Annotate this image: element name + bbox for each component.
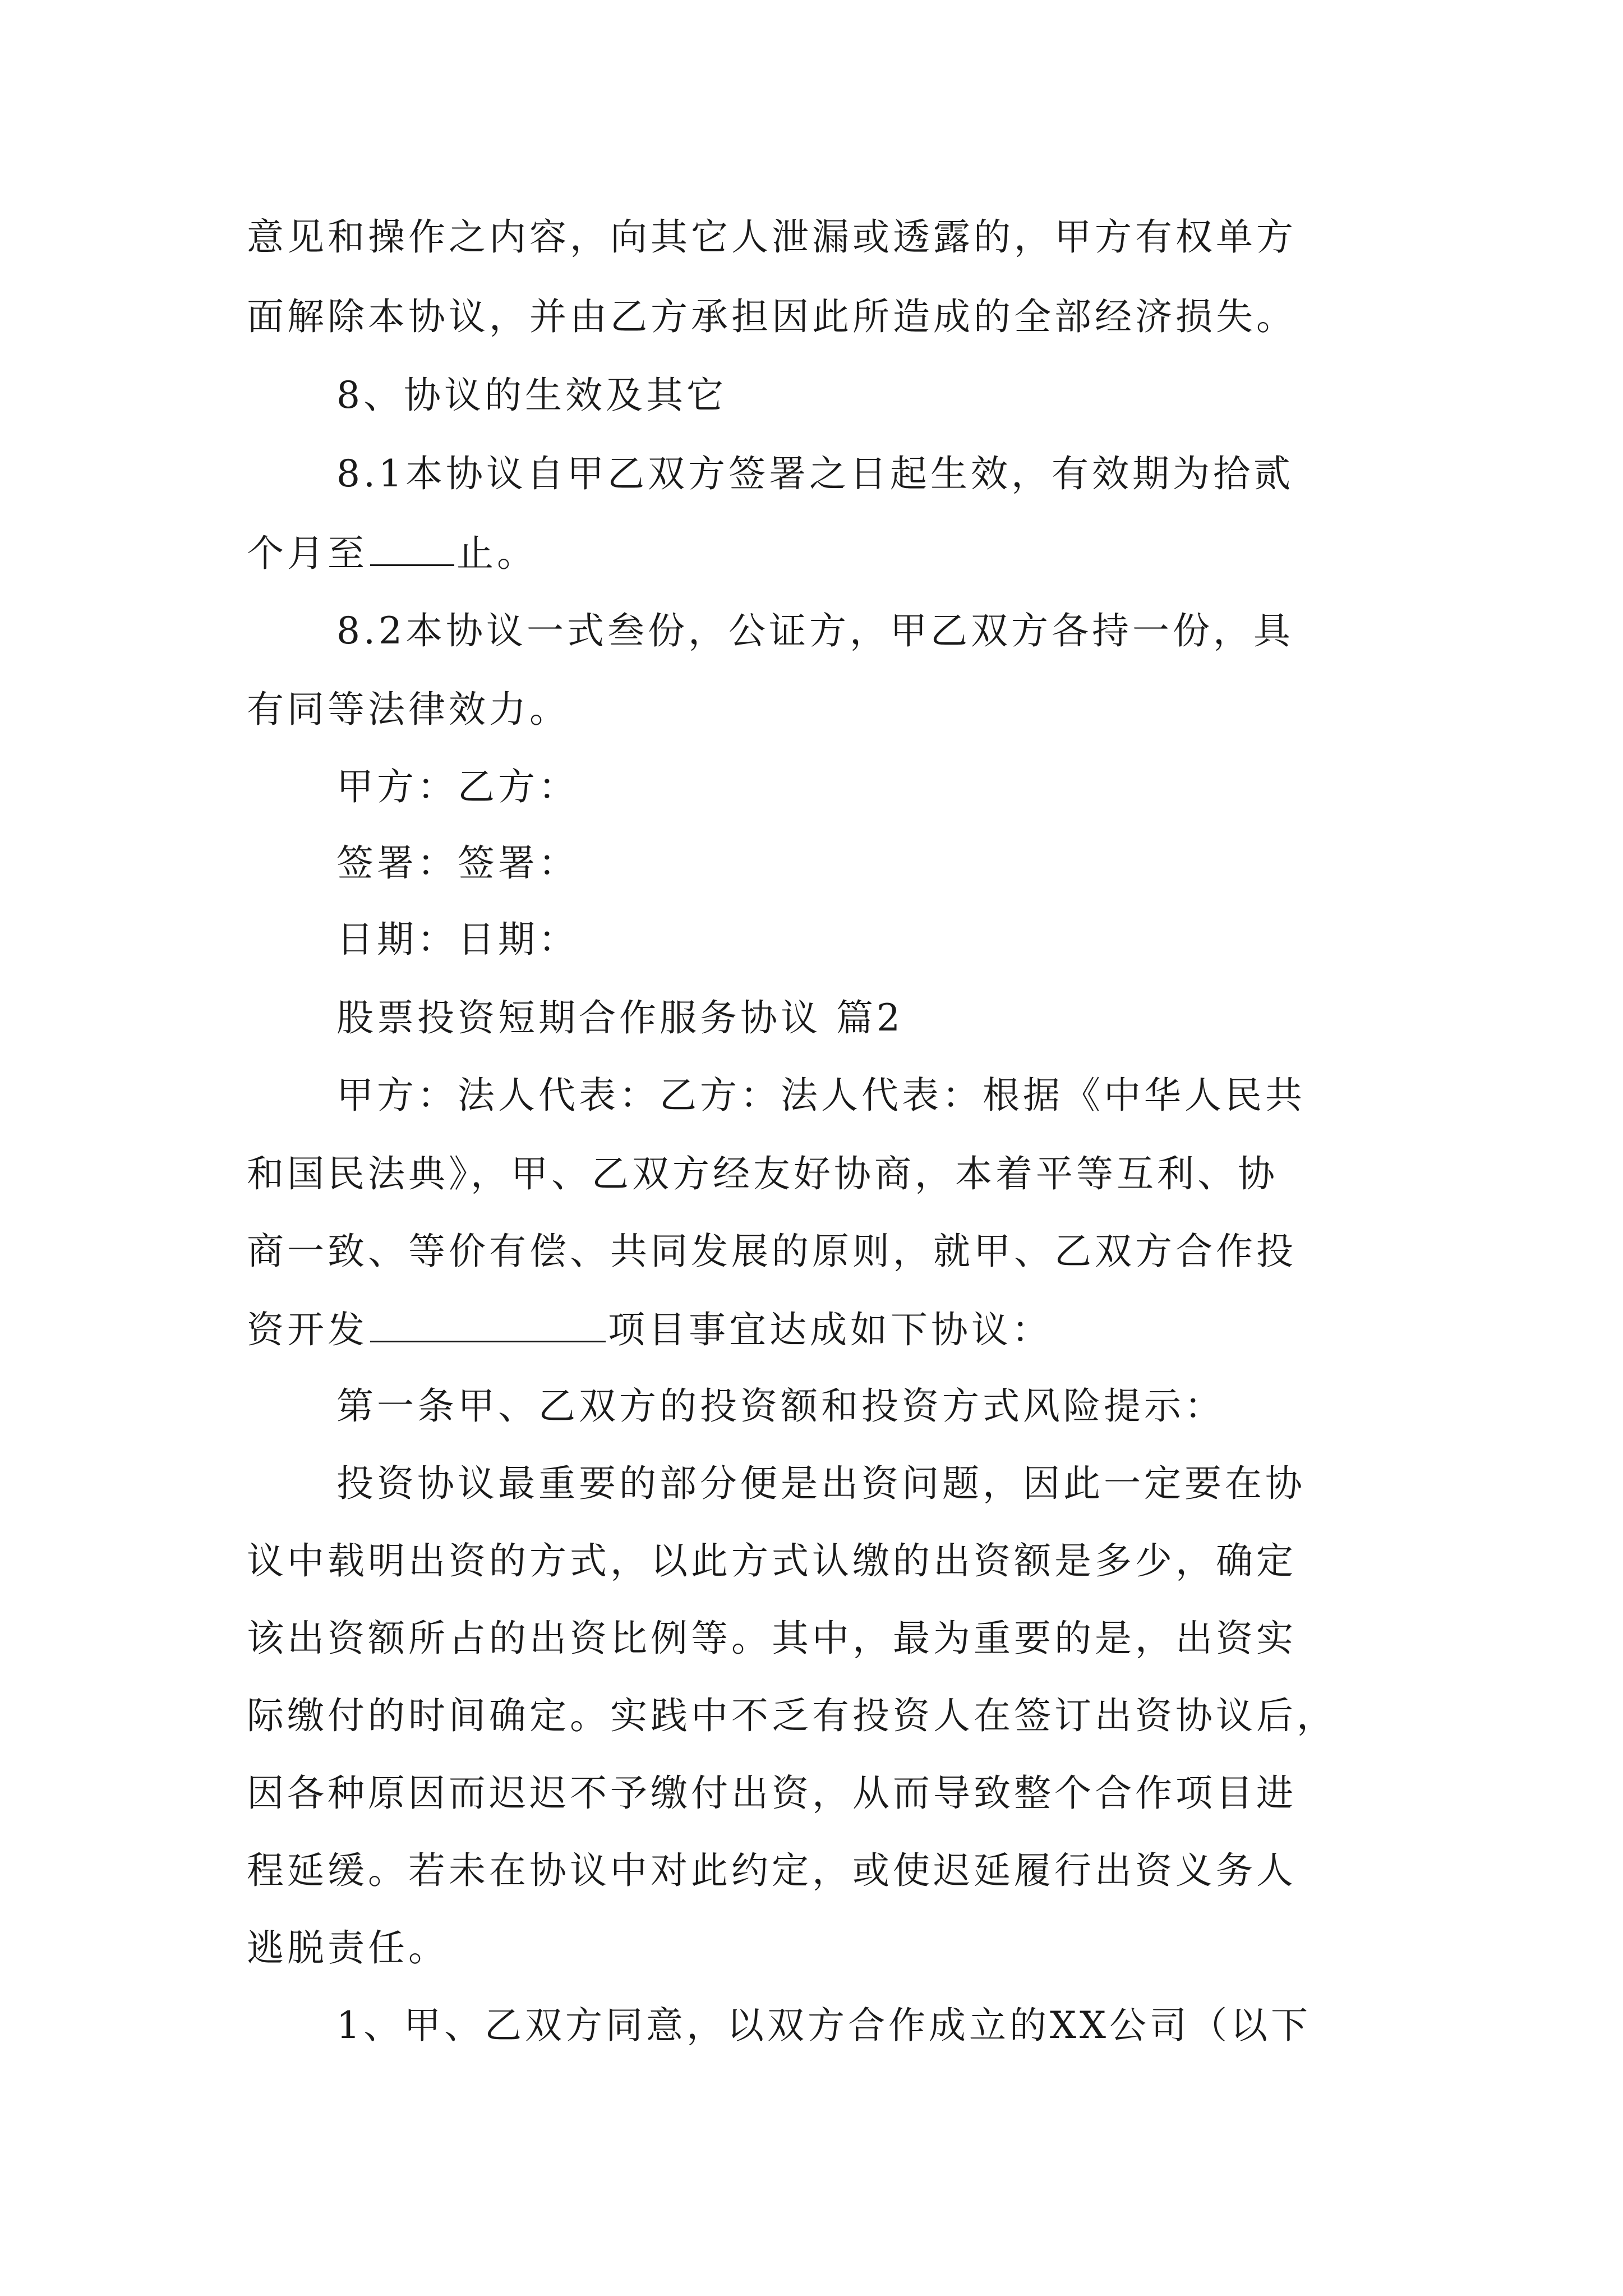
text-line: 甲方：法人代表：乙方：法人代表：根据《中华人民共 [336,1074,1306,1117]
text-line: 逃脱责任。 [247,1926,449,1970]
text-line: 因各种原因而迟迟不予缴付出资，从而导致整个合作项目进 [247,1772,1297,1815]
text-line: 8.1本协议自甲乙双方签署之日起生效，有效期为拾贰 [336,452,1294,495]
text-line [247,1304,1052,1354]
text-line: 际缴付的时间确定。实践中不乏有投资人在签订出资协议后， [247,1694,1337,1737]
text-line: 意见和操作之内容，向其它人泄漏或透露的，甲方有权单方 [247,215,1297,259]
text-fragment: 资开发 [247,1308,368,1351]
text-line: 商一致、等价有偿、共同发展的原则，就甲、乙双方合作投 [247,1230,1297,1273]
text-fragment: 止。 [457,532,537,575]
text-line: 面解除本协议，并由乙方承担因此所造成的全部经济损失。 [247,295,1297,338]
fill-in-blank [370,527,454,566]
signature-party-line: 甲方：乙方： [336,765,579,808]
text-fragment: 个月至 [247,532,368,575]
signature-sign-line: 签署：签署： [336,841,579,885]
text-line: 8.2本协议一式叁份，公证方，甲乙双方各持一份，具 [336,609,1294,652]
section-heading: 第一条甲、乙双方的投资额和投资方式风险提示： [336,1384,1225,1428]
text-line: 有同等法律效力。 [247,688,570,731]
article-title: 股票投资短期合作服务协议 篇2 [336,996,903,1039]
signature-date-line: 日期：日期： [336,918,579,961]
text-line: 1、甲、乙双方同意，以双方合作成立的XX公司（以下 [336,2004,1311,2047]
text-line: 投资协议最重要的部分便是出资问题，因此一定要在协 [336,1462,1306,1505]
text-line: 议中载明出资的方式，以此方式认缴的出资额是多少，确定 [247,1539,1297,1582]
text-line: 和国民法典》，甲、乙双方经友好协商，本着平等互利、协 [247,1152,1278,1195]
section-heading: 8、协议的生效及其它 [336,374,727,417]
text-line: 该出资额所占的出资比例等。其中，最为重要的是，出资实 [247,1617,1297,1660]
text-line [247,527,537,578]
text-fragment: 项目事宜达成如下协议： [608,1308,1052,1351]
fill-in-blank [370,1304,606,1342]
text-line: 程延缓。若未在协议中对此约定，或使迟延履行出资义务人 [247,1849,1297,1892]
